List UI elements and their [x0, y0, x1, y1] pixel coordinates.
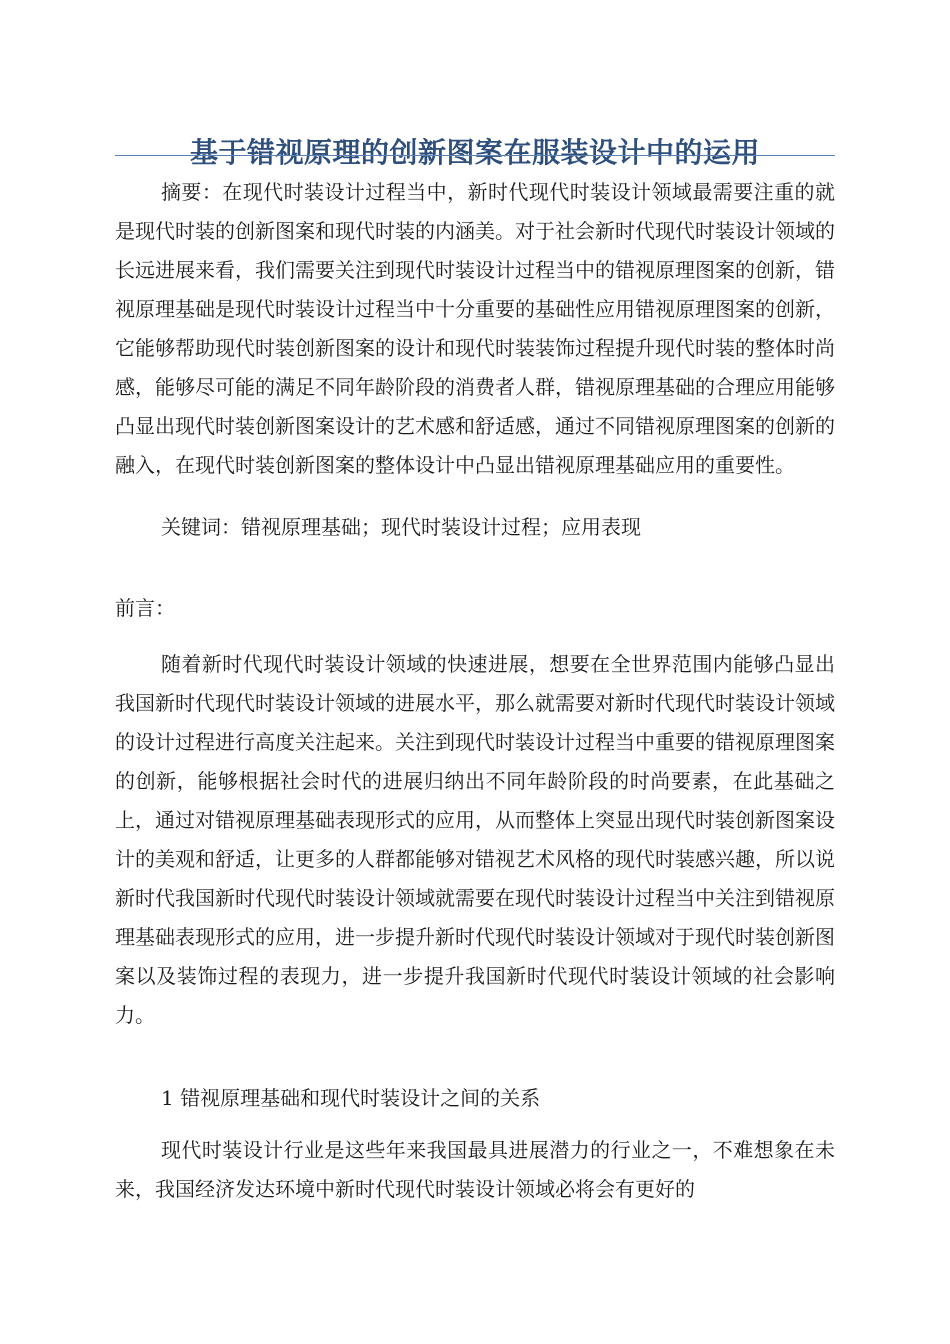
title-underline: [115, 155, 835, 156]
section-paragraph: 现代时装设计行业是这些年来我国最具进展潜力的行业之一，不难想象在未来，我国经济发达环境中新时代现代时装设计领域必将会有更好的: [115, 1138, 835, 1201]
abstract-paragraph: 摘要：在现代时装设计过程当中，新时代现代时装设计领域最需要注重的就是现代时装的创新图案和现代时装的内涵美。对于社会新时代现代时装设计领域的长远进展来看，我们需要关注到现代时装设计过程当中的错视原理图案的创新，错视原理基础是现代时装设计过程当中十分重要的基础性应用错视原理图案的创新，它能够帮助现代时装创新图案的设计和现代时装装饰过程提升现代时装的整体时尚感，能够尽可能的满足不同年龄阶段的消费者人群，错视原理基础的合理应用能够凸显出现代时装创新图案设计的艺术感和舒适感，通过不同错视原理图案的创新的融入，在现代时装创新图案的整体设计中凸显出错视原理基础应用的重要性。: [115, 180, 835, 477]
keywords-paragraph: 关键词：错视原理基础；现代时装设计过程；应用表现: [161, 515, 641, 539]
preface-paragraph: 随着新时代现代时装设计领域的快速进展，想要在全世界范围内能够凸显出我国新时代现代时装设计领域的进展水平，那么就需要对新时代现代时装设计领域的设计过程进行高度关注起来。关注到现代时装设计过程当中重要的错视原理图案的创新，能够根据社会时代的进展归纳出不同年龄阶段的时尚要素，在此基础之上，通过对错视原理基础表现形式的应用，从而整体上突显出现代时装创新图案设计的美观和舒适，让更多的人群都能够对错视艺术风格的现代时装感兴趣，所以说新时代我国新时代现代时装设计领域就需要在现代时装设计过程当中关注到错视原理基础表现形式的应用，进一步提升新时代现代时装设计领域对于现代时装创新图案以及装饰过程的表现力，进一步提升我国新时代现代时装设计领域的社会影响力。: [115, 652, 835, 1027]
preface-label: 前言：: [115, 596, 175, 620]
section-heading: 1 错视原理基础和现代时装设计之间的关系: [161, 1086, 541, 1110]
document-title: 基于错视原理的创新图案在服装设计中的运用: [189, 135, 760, 169]
